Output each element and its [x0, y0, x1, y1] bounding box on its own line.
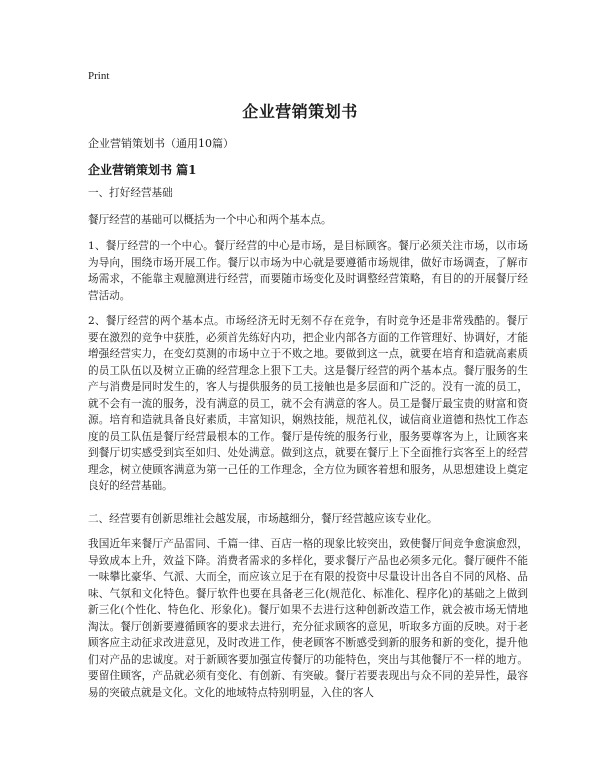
paragraph-innovation: 我国近年来餐厅产品雷同、千篇一律、百店一格的现象比较突出，致使餐厅间竞争愈演愈烈，导致成本上升，效益下降。消费者需求的多样化，要求餐厅产品也必须多元化。餐厅硬件不能一味攀比豪华、气派、大而全，而应该立足于在有限的投资中尽量设计出各自不同的风格、品味、气氛和文化特色。餐厅软件也要在具备老三化(规范化、标准化、程序化)的基础之上做到新三化(个性化、特色化、形象化)。餐厅如果不去进行这种创新改造工作，就会被市场无情地淘汰。餐厅创新要遵循顾客的要求去进行，充分征求顾客的意见，听取多方面的反映。对于老顾客应主动征求改进意见，及时改进工作，使老顾客不断感受到新的服务和新的变化，提升他们对产品的忠诚度。对于新顾客要加强宣传餐厅的功能特色，突出与其他餐厅不一样的地方。要留住顾客，产品就必须有变化、有创新、有突破。餐厅若要表现出与众不同的差异性，最容易的突破点就是文化。文化的地域特点特别明显，入住的客人 [88, 538, 528, 699]
heading-innovation: 二、经营要有创新思维社会越发展，市场越细分，餐厅经营越应该专业化。 [88, 513, 438, 525]
document-subtitle: 企业营销策划书（通用10篇） [88, 137, 234, 150]
print-link[interactable]: Print [88, 70, 110, 82]
section-heading: 企业营销策划书 篇1 [88, 163, 197, 177]
paragraph-basic-points: 2、餐厅经营的两个基本点。市场经济无时无刻不存在竞争，有时竞争还是非常残酷的。餐厅要在激烈的竞争中获胜，必须首先练好内功，把企业内部各方面的工作管理好、协调好，才能增强经营实力，在变幻莫测的市场中立于不败之地。要做到这一点，就要在培育和造就高素质的员工队伍以及树立正确的经营理念上狠下工夫。这是餐厅经营的两个基本点。餐厅服务的生产与消费是同时发生的，客人与提供服务的员工接触也是多层面和广泛的。没有一流的员工，就不会有一流的服务，没有满意的员工，就不会有满意的客人。员工是餐厅最宝贵的财富和资源。培育和造就具备良好素质，丰富知识，娴熟技能，规范礼仪，诚信商业道德和热忱工作态度的员工队伍是餐厅经营最根本的工作。餐厅是传统的服务行业，服务要尊客为上，让顾客来到餐厅切实感受到宾至如归、处处满意。做到这点，就要在餐厅上下全面推行宾客至上的经营理念，树立使顾客满意为第一己任的工作理念，全方位为顾客着想和服务，从思想建设上奠定良好的经营基础。 [88, 315, 528, 492]
heading-basics: 一、打好经营基础 [88, 187, 173, 199]
paragraph-center: 1、餐厅经营的一个中心。餐厅经营的中心是市场，是目标顾客。餐厅必须关注市场，以市场为导向，围绕市场开展工作。餐厅以市场为中心就是要遵循市场规律，做好市场调查，了解市场需求，不能靠主观臆测进行经营，而要随市场变化及时调整经营策略，有目的的开展餐厅经营活动。 [88, 240, 528, 302]
paragraph-intro: 餐厅经营的基础可以概括为一个中心和两个基本点。 [88, 214, 332, 226]
document-title: 企业营销策划书 [242, 102, 358, 121]
